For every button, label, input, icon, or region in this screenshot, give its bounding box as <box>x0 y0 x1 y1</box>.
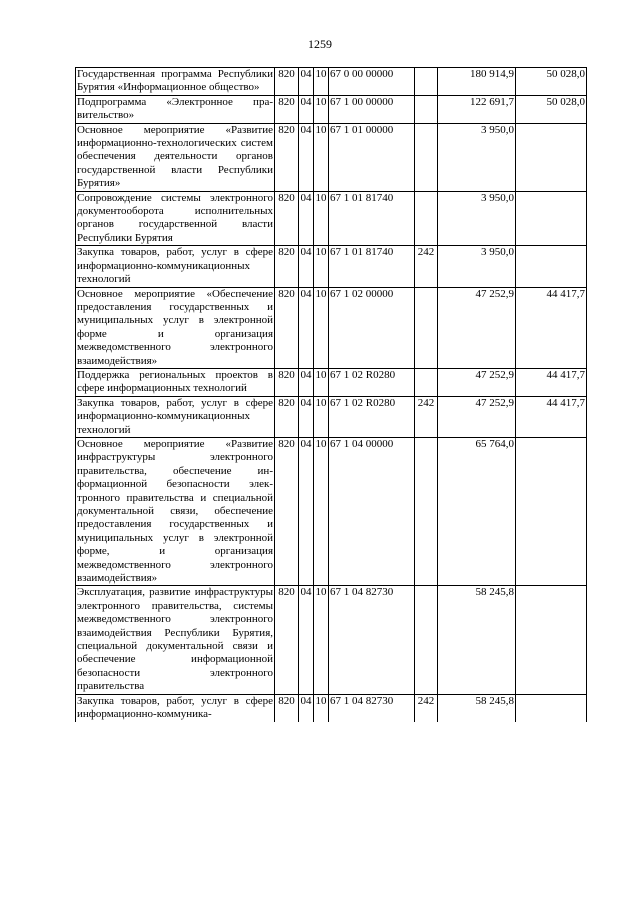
cell-grbs: 820 <box>275 368 299 396</box>
table-body <box>76 68 587 722</box>
cell-amount: 47 252,9 <box>438 287 516 368</box>
cell-name: Основное мероприятие «Обеспечение предоставления государственных и муниципальных услуг в электронной форме и организация межведомственного электронного взаимодействия» <box>77 287 273 367</box>
cell-grbs: 820 <box>275 287 299 368</box>
cell-grbs: 820 <box>275 95 299 123</box>
cell-target-article: 67 1 00 00000 <box>329 95 415 123</box>
cell-amount: 47 252,9 <box>438 368 516 396</box>
table-row <box>76 246 587 287</box>
cell-expense-type <box>415 368 438 396</box>
cell-subsection: 10 <box>314 437 329 585</box>
cell-expense-type: 242 <box>415 246 438 287</box>
cell-target-article: 67 1 04 82730 <box>329 586 415 694</box>
cell-amount: 3 950,0 <box>438 123 516 191</box>
cell-name: Закупка товаров, работ, услуг в сфере информационно-коммуникационных технологий <box>77 396 273 436</box>
cell-subsection: 10 <box>314 191 329 246</box>
cell-expense-type <box>415 287 438 368</box>
cell-expense-type <box>415 586 438 694</box>
cell-amount-federal: 44 417,7 <box>516 287 587 368</box>
cell-target-article: 67 1 01 00000 <box>329 123 415 191</box>
cell-name: Основное мероприятие «Развитие информационно-технологических систем обеспечения деятельности органов государственной власти Республики Бурятия» <box>77 123 273 190</box>
cell-amount-federal <box>516 437 587 585</box>
cell-subsection: 10 <box>314 694 329 721</box>
cell-section: 04 <box>299 123 314 191</box>
cell-name: Основное мероприятие «Развитие инфраструктуры электронного правительства, обеспечение информационной безопасности электронного правительства и специальной документальной связи, обеспечение предоставления государственных и муниципальных услуг в электронной форме, и организация межведомственного электронного взаимодействия» <box>77 437 273 585</box>
cell-expense-type <box>415 437 438 585</box>
cell-amount-federal: 50 028,0 <box>516 95 587 123</box>
cell-section: 04 <box>299 95 314 123</box>
cell-amount-federal <box>516 123 587 191</box>
cell-name: Сопровождение системы электронного документооборота исполнительных органов государственной власти Республики Бурятия <box>77 191 273 244</box>
cell-section: 04 <box>299 246 314 287</box>
table-row <box>76 694 587 721</box>
cell-expense-type <box>415 191 438 246</box>
cell-section: 04 <box>299 437 314 585</box>
cell-target-article: 67 1 02 00000 <box>329 287 415 368</box>
cell-section: 04 <box>299 287 314 368</box>
cell-expense-type: 242 <box>415 396 438 437</box>
cell-name: Поддержка региональных проектов в сфере информационных технологий <box>77 368 273 395</box>
cell-section: 04 <box>299 396 314 437</box>
cell-amount: 3 950,0 <box>438 191 516 246</box>
table-row <box>76 586 587 694</box>
cell-amount-federal: 50 028,0 <box>516 68 587 96</box>
cell-target-article: 67 1 04 82730 <box>329 694 415 721</box>
page-number: 1259 <box>308 37 332 51</box>
cell-name: Подпрограмма «Электронное правительство» <box>77 95 273 122</box>
cell-subsection: 10 <box>314 123 329 191</box>
cell-target-article: 67 1 01 81740 <box>329 246 415 287</box>
cell-expense-type <box>415 68 438 96</box>
cell-amount-federal <box>516 191 587 246</box>
cell-grbs: 820 <box>275 437 299 585</box>
cell-amount-federal: 44 417,7 <box>516 396 587 437</box>
cell-amount: 58 245,8 <box>438 694 516 721</box>
cell-section: 04 <box>299 68 314 96</box>
table-row <box>76 396 587 437</box>
table-row <box>76 68 587 96</box>
cell-amount: 58 245,8 <box>438 586 516 694</box>
cell-subsection: 10 <box>314 95 329 123</box>
cell-amount: 122 691,7 <box>438 95 516 123</box>
cell-grbs: 820 <box>275 68 299 96</box>
cell-grbs: 820 <box>275 123 299 191</box>
cell-subsection: 10 <box>314 368 329 396</box>
cell-subsection: 10 <box>314 68 329 96</box>
cell-name: Закупка товаров, работ, услуг в сфере информационно-коммуникационных технологий <box>77 246 273 286</box>
cell-amount: 47 252,9 <box>438 396 516 437</box>
cell-target-article: 67 0 00 00000 <box>329 68 415 96</box>
cell-expense-type <box>415 95 438 123</box>
cell-amount: 180 914,9 <box>438 68 516 96</box>
table-row <box>76 95 587 123</box>
cell-expense-type <box>415 123 438 191</box>
cell-subsection: 10 <box>314 246 329 287</box>
cell-amount: 3 950,0 <box>438 246 516 287</box>
cell-target-article: 67 1 04 00000 <box>329 437 415 585</box>
table-row <box>76 123 587 191</box>
cell-target-article: 67 1 01 81740 <box>329 191 415 246</box>
cell-expense-type: 242 <box>415 694 438 721</box>
cell-section: 04 <box>299 586 314 694</box>
cell-subsection: 10 <box>314 287 329 368</box>
cell-grbs: 820 <box>275 396 299 437</box>
cell-amount-federal <box>516 246 587 287</box>
cell-grbs: 820 <box>275 694 299 721</box>
cell-subsection: 10 <box>314 586 329 694</box>
table-row <box>76 287 587 368</box>
cell-grbs: 820 <box>275 586 299 694</box>
budget-table <box>75 67 587 722</box>
table-row <box>76 368 587 396</box>
cell-section: 04 <box>299 694 314 721</box>
cell-section: 04 <box>299 368 314 396</box>
cell-name: Закупка товаров, работ, услуг в сфере информационно-коммуника- <box>77 694 273 721</box>
cell-subsection: 10 <box>314 396 329 437</box>
cell-target-article: 67 1 02 R0280 <box>329 368 415 396</box>
cell-amount: 65 764,0 <box>438 437 516 585</box>
cell-section: 04 <box>299 191 314 246</box>
cell-target-article: 67 1 02 R0280 <box>329 396 415 437</box>
cell-grbs: 820 <box>275 246 299 287</box>
cell-amount-federal: 44 417,7 <box>516 368 587 396</box>
cell-name: Эксплуатация, развитие инфраструктуры электронного правительства, системы межведомственного электронного взаимодействия Республики Бурятия, специальной документальной связи и обеспечение информационной безопасности электронного правительства <box>77 586 273 693</box>
cell-name: Государственная программа Республики Бурятия «Информационное общество» <box>77 68 273 94</box>
table-row <box>76 191 587 246</box>
cell-amount-federal <box>516 694 587 721</box>
cell-grbs: 820 <box>275 191 299 246</box>
cell-amount-federal <box>516 586 587 694</box>
table-row <box>76 437 587 585</box>
